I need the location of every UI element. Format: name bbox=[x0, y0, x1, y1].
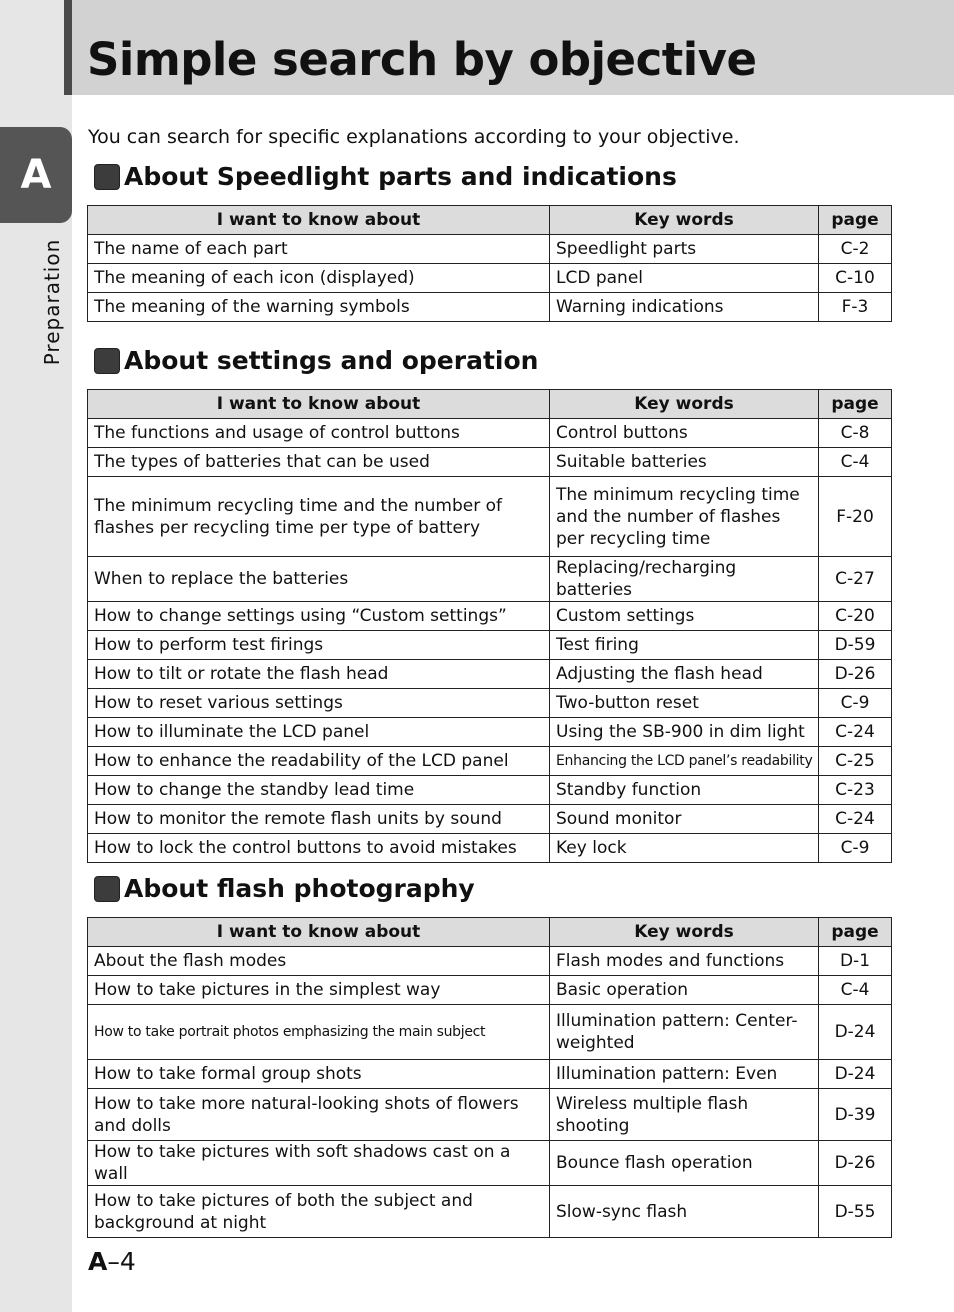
chapter-side-label: Preparation bbox=[40, 238, 64, 366]
table-row bbox=[88, 448, 892, 477]
page-cell: D-59 bbox=[819, 631, 892, 660]
keywords-cell: Suitable batteries bbox=[550, 448, 819, 477]
page-cell: C-24 bbox=[819, 805, 892, 834]
keywords-cell: Flash modes and functions bbox=[550, 947, 819, 976]
settings-table bbox=[87, 389, 892, 863]
keywords-cell: Adjusting the flash head bbox=[550, 660, 819, 689]
table-row bbox=[88, 293, 892, 322]
table-header-row bbox=[88, 918, 892, 947]
table-row bbox=[88, 1005, 892, 1060]
page-cell: D-1 bbox=[819, 947, 892, 976]
table-row bbox=[88, 1089, 892, 1141]
section-heading-parts bbox=[94, 162, 677, 191]
table-row bbox=[88, 1060, 892, 1089]
page-cell: C-25 bbox=[819, 747, 892, 776]
table-row bbox=[88, 689, 892, 718]
page-cell: C-9 bbox=[819, 689, 892, 718]
topic-cell: The functions and usage of control buttons bbox=[88, 419, 550, 448]
topic-cell: How to monitor the remote flash units by sound bbox=[88, 805, 550, 834]
page-cell: C-10 bbox=[819, 264, 892, 293]
topic-cell: The minimum recycling time and the number of flashes per recycling time per type of battery bbox=[88, 477, 550, 557]
page-number bbox=[88, 1247, 136, 1276]
table-row bbox=[88, 976, 892, 1005]
topic-cell: The meaning of the warning symbols bbox=[88, 293, 550, 322]
keywords-cell: Two-button reset bbox=[550, 689, 819, 718]
table-row bbox=[88, 235, 892, 264]
keywords-cell: Using the SB-900 in dim light bbox=[550, 718, 819, 747]
keywords-cell: Speedlight parts bbox=[550, 235, 819, 264]
keywords-cell: LCD panel bbox=[550, 264, 819, 293]
column-header-page: page bbox=[819, 918, 892, 947]
keywords-cell: Key lock bbox=[550, 834, 819, 863]
table-row bbox=[88, 776, 892, 805]
page-cell: F-20 bbox=[819, 477, 892, 557]
topic-cell: How to tilt or rotate the flash head bbox=[88, 660, 550, 689]
title-banner-accent bbox=[64, 0, 72, 95]
column-header-page: page bbox=[819, 206, 892, 235]
topic-cell: How to take portrait photos emphasizing the main subject bbox=[88, 1005, 550, 1060]
keywords-cell: Replacing/recharging batteries bbox=[550, 557, 819, 602]
topic-cell: The types of batteries that can be used bbox=[88, 448, 550, 477]
page-cell: C-8 bbox=[819, 419, 892, 448]
table-row bbox=[88, 1141, 892, 1186]
topic-cell: About the flash modes bbox=[88, 947, 550, 976]
topic-cell: How to take pictures of both the subject and background at night bbox=[88, 1186, 550, 1238]
table-row bbox=[88, 718, 892, 747]
topic-cell: When to replace the batteries bbox=[88, 557, 550, 602]
section-heading-label: About settings and operation bbox=[124, 346, 539, 375]
page-cell: D-24 bbox=[819, 1060, 892, 1089]
square-bullet-icon bbox=[94, 876, 120, 902]
intro-text: You can search for specific explanations according to your objective. bbox=[88, 126, 740, 148]
page-title: Simple search by objective bbox=[87, 33, 757, 86]
page-cell: D-55 bbox=[819, 1186, 892, 1238]
page-cell: D-26 bbox=[819, 1141, 892, 1186]
page-number-letter: A bbox=[88, 1247, 108, 1276]
keywords-cell: Illumination pattern: Even bbox=[550, 1060, 819, 1089]
table-row bbox=[88, 264, 892, 293]
topic-cell: How to take formal group shots bbox=[88, 1060, 550, 1089]
page-cell: F-3 bbox=[819, 293, 892, 322]
page-cell: D-39 bbox=[819, 1089, 892, 1141]
page-cell: C-23 bbox=[819, 776, 892, 805]
table-row bbox=[88, 660, 892, 689]
table-header-row bbox=[88, 390, 892, 419]
page-cell: C-4 bbox=[819, 976, 892, 1005]
keywords-cell: Slow-sync flash bbox=[550, 1186, 819, 1238]
keywords-cell: Wireless multiple flash shooting bbox=[550, 1089, 819, 1141]
page-cell: C-9 bbox=[819, 834, 892, 863]
page-cell: D-24 bbox=[819, 1005, 892, 1060]
flash-table bbox=[87, 917, 892, 1238]
section-heading-settings bbox=[94, 346, 538, 375]
keywords-cell: Sound monitor bbox=[550, 805, 819, 834]
column-header-topic: I want to know about bbox=[88, 206, 550, 235]
column-header-page: page bbox=[819, 390, 892, 419]
keywords-cell: Warning indications bbox=[550, 293, 819, 322]
square-bullet-icon bbox=[94, 348, 120, 374]
topic-cell: How to lock the control buttons to avoid mistakes bbox=[88, 834, 550, 863]
page-cell: C-4 bbox=[819, 448, 892, 477]
keywords-cell: The minimum recycling time and the number of flashes per recycling time bbox=[550, 477, 819, 557]
square-bullet-icon bbox=[94, 164, 120, 190]
table-row bbox=[88, 1186, 892, 1238]
page-number-value: –4 bbox=[107, 1247, 136, 1276]
topic-cell: How to enhance the readability of the LCD panel bbox=[88, 747, 550, 776]
column-header-keywords: Key words bbox=[550, 918, 819, 947]
chapter-tab bbox=[0, 127, 72, 223]
keywords-cell: Test firing bbox=[550, 631, 819, 660]
keywords-cell: Bounce flash operation bbox=[550, 1141, 819, 1186]
column-header-keywords: Key words bbox=[550, 390, 819, 419]
topic-cell: How to take pictures in the simplest way bbox=[88, 976, 550, 1005]
page-cell: C-2 bbox=[819, 235, 892, 264]
table-row bbox=[88, 947, 892, 976]
topic-cell: How to change settings using “Custom settings” bbox=[88, 602, 550, 631]
keywords-cell: Enhancing the LCD panel’s readability bbox=[550, 747, 819, 776]
column-header-topic: I want to know about bbox=[88, 390, 550, 419]
table-row bbox=[88, 419, 892, 448]
keywords-cell: Custom settings bbox=[550, 602, 819, 631]
keywords-cell: Illumination pattern: Center-weighted bbox=[550, 1005, 819, 1060]
topic-cell: How to change the standby lead time bbox=[88, 776, 550, 805]
topic-cell: How to take more natural-looking shots of flowers and dolls bbox=[88, 1089, 550, 1141]
table-row bbox=[88, 805, 892, 834]
table-row bbox=[88, 834, 892, 863]
keywords-cell: Basic operation bbox=[550, 976, 819, 1005]
table-row bbox=[88, 631, 892, 660]
page-cell: C-27 bbox=[819, 557, 892, 602]
page-cell: C-20 bbox=[819, 602, 892, 631]
section-heading-label: About Speedlight parts and indications bbox=[124, 162, 677, 191]
column-header-keywords: Key words bbox=[550, 206, 819, 235]
topic-cell: The name of each part bbox=[88, 235, 550, 264]
topic-cell: How to reset various settings bbox=[88, 689, 550, 718]
table-row bbox=[88, 557, 892, 602]
section-heading-flash bbox=[94, 874, 475, 903]
keywords-cell: Standby function bbox=[550, 776, 819, 805]
table-row bbox=[88, 602, 892, 631]
topic-cell: How to perform test firings bbox=[88, 631, 550, 660]
page-cell: D-26 bbox=[819, 660, 892, 689]
topic-cell: How to illuminate the LCD panel bbox=[88, 718, 550, 747]
column-header-topic: I want to know about bbox=[88, 918, 550, 947]
page-cell: C-24 bbox=[819, 718, 892, 747]
table-row bbox=[88, 477, 892, 557]
keywords-cell: Control buttons bbox=[550, 419, 819, 448]
parts-table bbox=[87, 205, 892, 322]
chapter-tab-letter: A bbox=[20, 152, 52, 198]
section-heading-label: About flash photography bbox=[124, 874, 475, 903]
topic-cell: How to take pictures with soft shadows cast on a wall bbox=[88, 1141, 550, 1186]
table-row bbox=[88, 747, 892, 776]
topic-cell: The meaning of each icon (displayed) bbox=[88, 264, 550, 293]
table-header-row bbox=[88, 206, 892, 235]
